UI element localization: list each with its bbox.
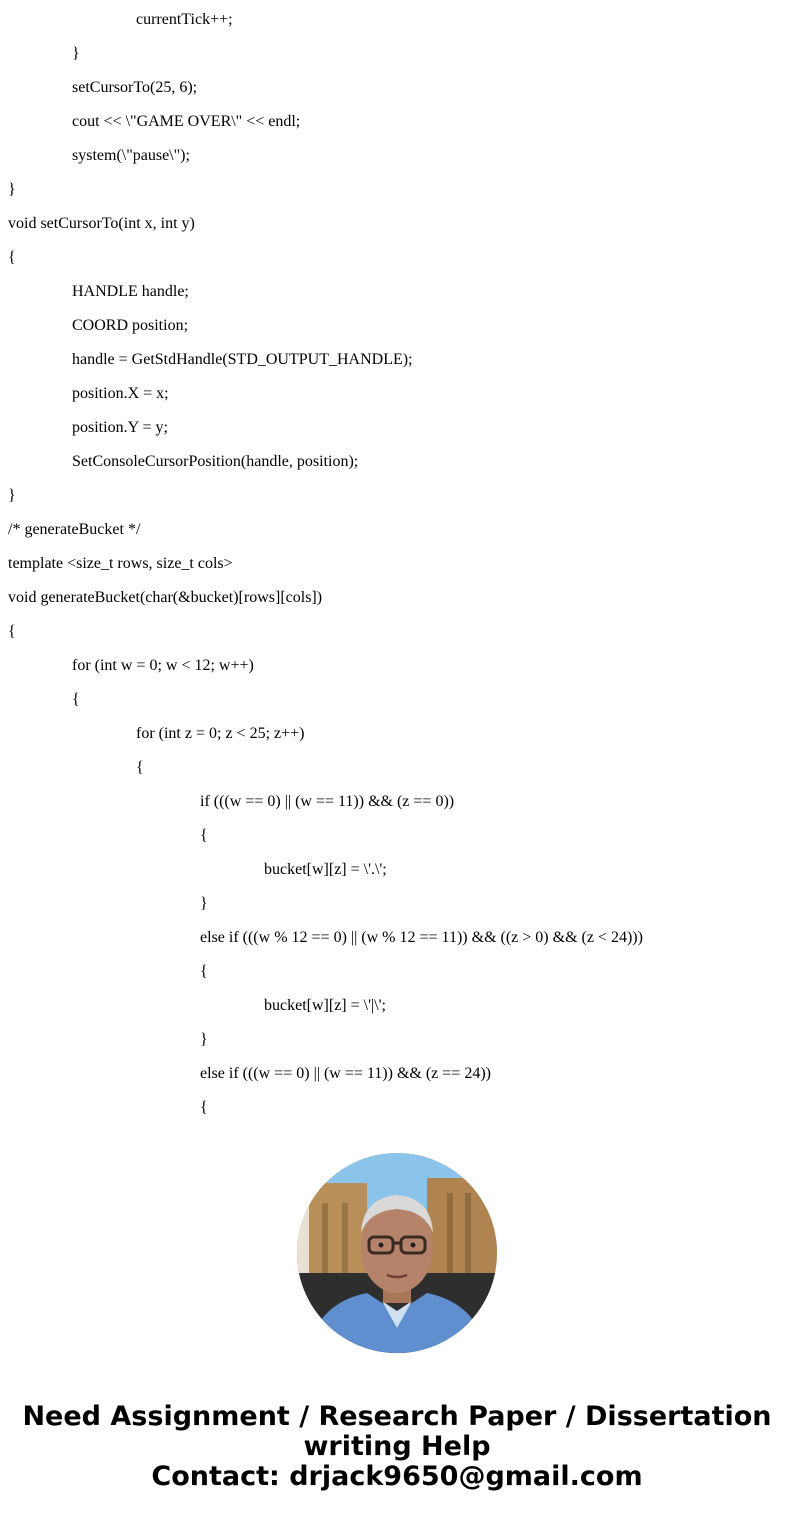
code-line: if (((w == 0) || (w == 11)) && (z == 0)) [200, 793, 455, 810]
code-line: setCursorTo(25, 6); [72, 79, 198, 96]
author-portrait-icon [297, 1153, 497, 1353]
code-line: system(\"pause\"); [72, 147, 190, 164]
code-line: { [72, 691, 80, 708]
code-line: { [200, 963, 208, 980]
code-line: position.Y = y; [72, 419, 168, 436]
promo-line-2: writing Help [303, 1431, 491, 1462]
code-line: for (int z = 0; z < 25; z++) [136, 725, 305, 742]
code-line: cout << \"GAME OVER\" << endl; [72, 113, 301, 130]
code-listing [8, 3, 788, 1125]
author-photo [297, 1153, 497, 1353]
code-line: position.X = x; [72, 385, 169, 402]
code-line: /* generateBucket */ [8, 521, 141, 538]
code-line: void setCursorTo(int x, int y) [8, 215, 195, 232]
code-line: } [72, 45, 80, 62]
code-line: SetConsoleCursorPosition(handle, position); [72, 453, 359, 470]
code-line: void generateBucket(char(&bucket)[rows][cols]) [8, 589, 323, 606]
code-line: template <size_t rows, size_t cols> [8, 555, 233, 572]
code-line: } [8, 487, 16, 504]
code-line: { [200, 827, 208, 844]
code-line: handle = GetStdHandle(STD_OUTPUT_HANDLE); [72, 351, 413, 368]
code-line: bucket[w][z] = \'.\'; [264, 861, 387, 878]
code-line: { [8, 249, 16, 266]
code-line: else if (((w == 0) || (w == 11)) && (z == 24)) [200, 1065, 491, 1082]
code-line: } [200, 1031, 208, 1048]
code-line: else if (((w % 12 == 0) || (w % 12 == 11)) && ((z > 0) && (z < 24))) [200, 929, 643, 946]
code-line: currentTick++; [136, 11, 233, 28]
code-line: HANDLE handle; [72, 283, 189, 300]
promo-contact: Contact: drjack9650@gmail.com [151, 1461, 643, 1492]
code-line: } [200, 895, 208, 912]
code-line: { [136, 759, 144, 776]
code-line: { [8, 623, 16, 640]
code-line: bucket[w][z] = \'|\'; [264, 997, 386, 1014]
code-line: for (int w = 0; w < 12; w++) [72, 657, 254, 674]
promo-line-1: Need Assignment / Research Paper / Dissertation [22, 1401, 772, 1432]
code-line: { [200, 1099, 208, 1116]
code-line: } [8, 181, 16, 198]
promo-banner [0, 1402, 794, 1492]
code-line: COORD position; [72, 317, 189, 334]
